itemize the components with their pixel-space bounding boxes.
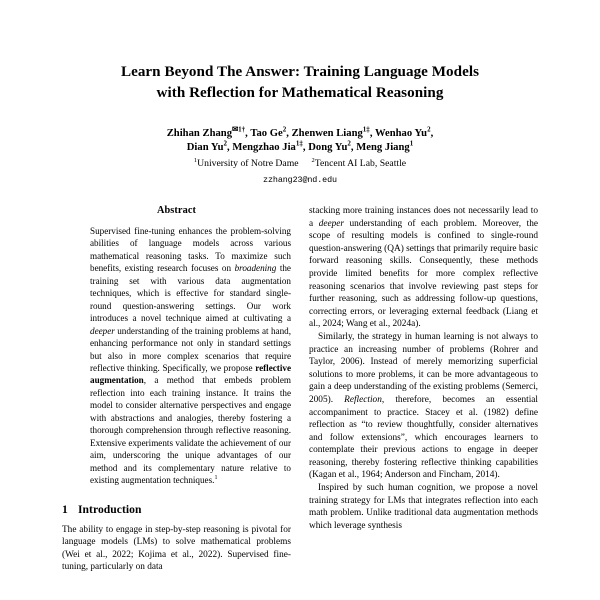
body-text: Similarly, the strategy in human learning is not always to practice an increasing number of problems (Rohrer and Taylor, 2006). Instead of merely memorizing superficial solutions to more problems, it can be more advantageous to gain a deep understanding of the existing problems (Semerci, 2005). xyxy=(309,331,538,405)
author-name: Tao Ge xyxy=(250,128,283,139)
body-paragraph xyxy=(62,524,291,574)
contact-email[interactable]: zzhang23@nd.edu xyxy=(263,174,337,185)
author-affiliation-marker: 2 xyxy=(427,125,431,134)
section-heading-introduction xyxy=(62,503,291,516)
author-affiliation-marker: 2 xyxy=(223,139,228,148)
author-affiliation-marker: 1† xyxy=(238,125,246,134)
authors-block xyxy=(0,124,600,187)
emphasis-text: deeper xyxy=(318,218,344,229)
body-text: stacking more training instances does not necessarily lead to a xyxy=(309,206,538,229)
affiliation-1: University of Notre Dame xyxy=(197,157,299,169)
author-separator: , xyxy=(302,142,309,154)
affiliation-2-marker: 2 xyxy=(311,156,315,164)
author-separator: , xyxy=(350,142,357,154)
author-affiliation-marker: 2 xyxy=(282,125,287,134)
title-line-1: Learn Beyond The Answer: Training Language Models xyxy=(120,64,480,80)
author-name: Mengzhao Jia xyxy=(232,142,296,154)
page-title xyxy=(58,62,542,103)
author-separator: , xyxy=(227,142,233,154)
body-text: The ability to engage in step-by-step reasoning is pivotal for language models (LMs) to solve mathematical problems (Wei et al., 2022; Kojima et al., 2022). Supervised fine-tuning, particularly on data xyxy=(62,524,291,573)
emphasis-text: Reflection xyxy=(344,394,382,405)
author-name: Zhenwen Liang xyxy=(291,128,363,139)
right-column-body xyxy=(309,205,538,532)
body-text: the training set with various data augmentation techniques, which is effective for standard single-round question-answering settings. Our work introduces a novel technique aimed at cultivating a xyxy=(90,263,291,324)
body-paragraph xyxy=(309,331,538,482)
author-affiliation-marker: 1‡ xyxy=(295,139,303,148)
body-text: Supervised fine-tuning enhances the problem-solving abilities of language models across various mathematical reasoning tasks. To maximize such benefits, existing research focuses on xyxy=(90,226,291,274)
author-affiliation-marker: 1 xyxy=(409,139,414,148)
body-text: Inspired by such human cognition, we propose a novel training strategy for LMs that integrates reflection into each math problem. Unlike traditional data augmentation methods which leverage synthesis xyxy=(309,483,538,531)
author-name: Dian Yu xyxy=(186,142,224,154)
body-text: , therefore, becomes an essential accompaniment to practice. Stacey et al. (1982) define reflection as “to review thoughtfully, consider alternatives and follow extensions”, which encourages learners to contemplate their previous actions to engage in deeper reasoning, thereby fostering reflective thinking capabilities (Kagan et al., 1964; Anderson and Fincham, 2014). xyxy=(309,394,538,481)
author-affiliation-marker: 1‡ xyxy=(362,125,370,134)
strong-text: reflective augmentation xyxy=(90,362,291,386)
author-affiliation-marker: 2 xyxy=(347,139,351,148)
author-name: Dong Yu xyxy=(308,142,348,154)
left-column xyxy=(62,205,291,574)
affiliation-2: Tencent AI Lab, Seattle xyxy=(314,157,407,169)
title-block xyxy=(0,0,600,103)
author-line-2 xyxy=(0,141,600,155)
abstract-text xyxy=(90,225,291,487)
affiliations-line xyxy=(0,157,600,171)
section-number: 1 xyxy=(62,502,68,516)
body-text: , a method that embeds problem reflection into each training instance. It trains the model to consider alternative perspectives and engage with abstractions and analogies, thereby fostering a thorough comprehension through reflective reasoning. Extensive experiments validate the achievement of our aim, underscoring the unique advantages of our method and its complementary nature relative to existing augmentation techniques. xyxy=(90,375,291,486)
affiliation-1-marker: 1 xyxy=(193,156,198,164)
author-separator: , xyxy=(286,128,292,139)
body-paragraph xyxy=(309,205,538,331)
body-text: understanding of the training problems at hand, enhancing performance not only in standard settings but also in more complex scenarios that require reflective thinking. Specifically, we propose xyxy=(90,325,291,373)
author-name: Wenhao Yu xyxy=(374,128,428,139)
body-text: understanding of each problem. Moreover, the scope of resulting models is confined to single-round question-answering (QA) settings that primarily require basic forward reasoning skills. Consequently, these methods provide limited benefits for more complex reflective reasoning scenarios that involve reviewing past steps for further reasoning, such as addressing follow-up questions, correcting errors, or leveraging external feedback (Liang et al., 2024; Wang et al., 2024a). xyxy=(309,218,538,330)
envelope-icon: ✉ xyxy=(232,124,239,134)
author-name: Meng Jiang xyxy=(356,142,410,154)
body-paragraph xyxy=(309,482,538,532)
section-title: Introduction xyxy=(78,502,142,516)
author-separator: , xyxy=(430,128,434,139)
footnote-marker[interactable]: 1 xyxy=(214,475,218,482)
title-line-2: with Reflection for Mathematical Reasoning xyxy=(156,84,444,101)
body-columns xyxy=(0,205,600,574)
author-separator: , xyxy=(245,128,251,139)
right-column xyxy=(309,205,538,574)
abstract-heading: Abstract xyxy=(156,205,197,216)
left-column-body xyxy=(62,524,291,574)
emphasis-text: deeper xyxy=(90,325,115,336)
author-name: Zhihan Zhang xyxy=(166,128,233,139)
emphasis-text: broadening xyxy=(234,263,277,274)
author-separator: , xyxy=(369,128,375,139)
